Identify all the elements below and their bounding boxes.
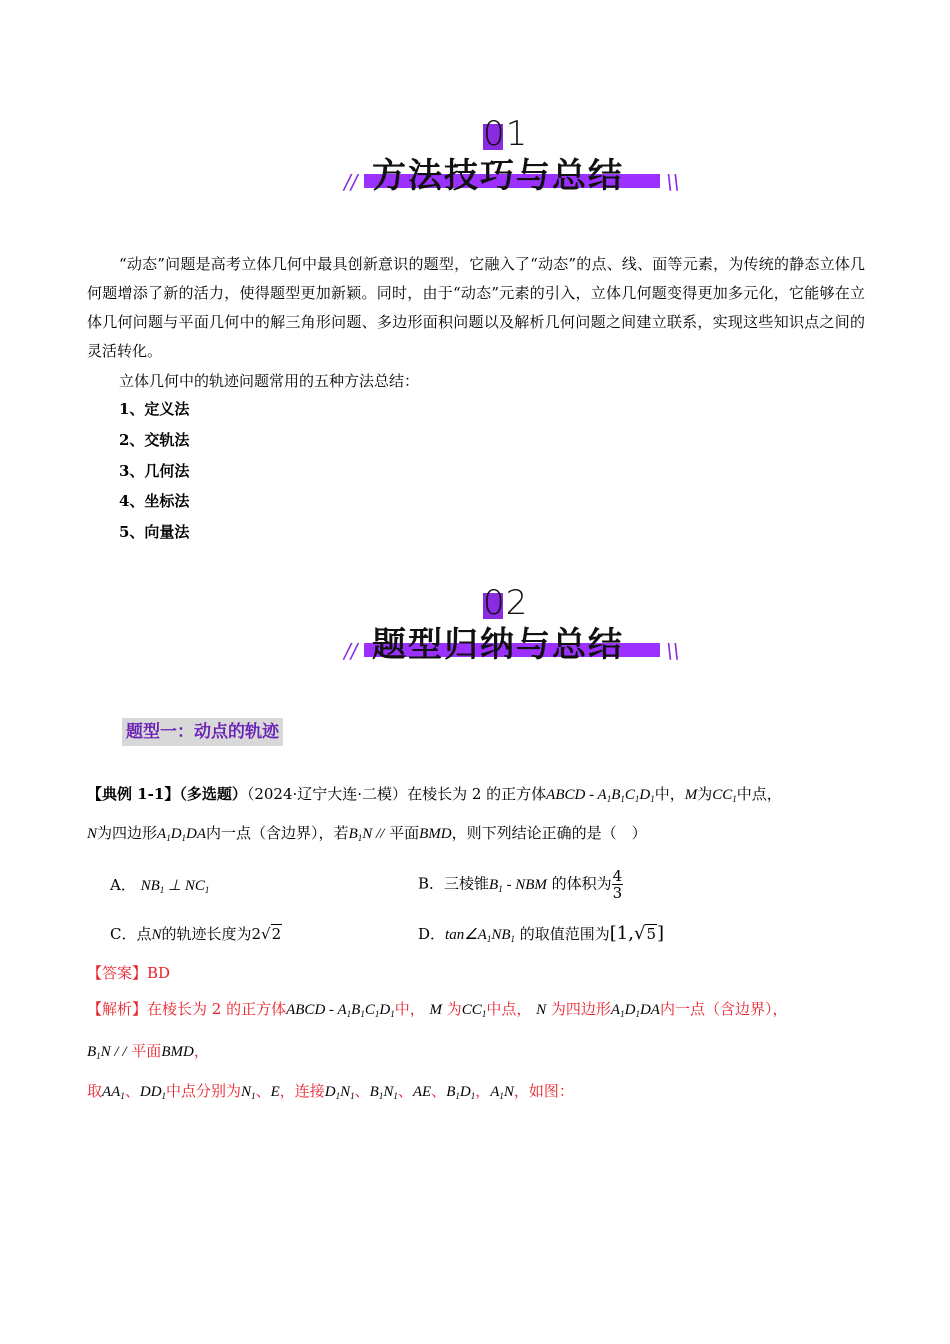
math-pyramid: $B_1$ - NBM	[489, 876, 547, 894]
section-title: 方法技巧与总结	[372, 156, 624, 196]
stem-text: 为	[697, 785, 713, 803]
analysis-label: 【解析】	[87, 1000, 148, 1018]
method-item: 3、几何法	[119, 462, 190, 480]
math-N1: $N_1$	[241, 1084, 256, 1101]
math-A1D1DA: $A_1D_1DA$	[610, 1002, 660, 1019]
option-b	[418, 868, 623, 901]
option-d	[418, 923, 664, 950]
math-BMD: BMD	[161, 1044, 194, 1060]
analysis-text: 中，	[394, 1000, 425, 1018]
math-B1N-parallel: $B_1N$ //	[348, 826, 385, 843]
analysis-sep: 、	[397, 1082, 413, 1100]
math-A1N: $A_1N$	[490, 1084, 514, 1101]
math-B1N1: $B_1N_1$	[369, 1084, 398, 1101]
math-N: N	[87, 826, 98, 842]
example-label: 【典例 1-1】	[87, 785, 180, 803]
analysis-text: 平面	[131, 1042, 162, 1060]
method-item: 5、向量法	[119, 523, 190, 541]
math-cube: ABCD - $A_1B_1C_1D_1$	[286, 1002, 395, 1019]
analysis-text: 取	[87, 1082, 103, 1100]
example-type: （多选题）	[179, 785, 247, 803]
math-DD1: $DD_1$	[139, 1084, 167, 1101]
stem-text: 平面	[389, 824, 420, 842]
math-A1D1DA: $A_1D_1DA$	[157, 826, 207, 843]
category-heading: 题型一：动点的轨迹	[122, 718, 283, 746]
math-cube: ABCD - $A_1B_1C_1D_1$	[546, 787, 655, 804]
option-text: C．点	[110, 925, 152, 943]
slash-decoration-left: //	[344, 170, 358, 194]
math-B1N-parallel: $B_1N$ / /	[87, 1044, 127, 1061]
math-CC1: $CC_1$	[461, 1002, 487, 1019]
analysis-line-2	[87, 1040, 209, 1067]
analysis-line-1	[87, 998, 787, 1025]
slash-decoration-right: \\	[666, 170, 680, 194]
analysis-text: ，连接	[279, 1082, 325, 1100]
analysis-text: ，如图：	[513, 1082, 574, 1100]
math-CC1: $CC_1$	[712, 787, 737, 804]
option-a	[110, 874, 209, 901]
method-item: 1、定义法	[119, 400, 190, 418]
analysis-text: 内一点（含边界），	[659, 1000, 788, 1018]
option-text: 的轨迹长度为	[161, 925, 252, 943]
analysis-sep: 、	[431, 1082, 447, 1100]
method-item: 4、坐标法	[119, 492, 190, 510]
methods-intro: 立体几何中的轨迹问题常用的五种方法总结：	[119, 372, 420, 390]
math-N: N	[151, 927, 162, 943]
section-banner-2	[340, 583, 680, 677]
analysis-text: 在棱长为 2 的正方体	[147, 1000, 287, 1018]
section-title: 题型归纳与总结	[372, 625, 624, 665]
example-stem-line-2	[87, 822, 647, 849]
stem-text: 为四边形	[97, 824, 158, 842]
math-AE: AE	[412, 1084, 432, 1100]
math-fraction-4-3: $\frac{4}{3}$	[612, 867, 623, 902]
slash-decoration-left: //	[344, 639, 358, 663]
slash-decoration-right: \\	[666, 639, 680, 663]
analysis-sep: 、	[354, 1082, 370, 1100]
option-text: 的体积为	[551, 874, 612, 893]
answer-label: 【答案】	[87, 964, 148, 982]
math-M: M	[684, 787, 698, 803]
math-tan-angle: $\tan\angle A_1NB_1$	[445, 927, 515, 944]
math-E: E	[270, 1084, 280, 1100]
answer-value: BD	[147, 964, 171, 982]
answer-line	[87, 962, 170, 984]
math-BMD: BMD	[419, 826, 452, 842]
option-label: A．	[110, 876, 136, 894]
stem-text: 中点，	[736, 785, 782, 803]
analysis-text: 为	[446, 1000, 462, 1018]
intro-paragraph: “动态”问题是高考立体几何中最具创新意识的题型，它融入了“动态”的点、线、面等元素，为传统的静态立体几何题增添了新的活力，使得题型更加新颖。同时，由于“动态”元素的引入，立体几何题变得更加多元化，它能够在立体几何问题与平面几何中的解三角形问题、多边形面积问题以及解析几何问题之间建立联系，实现这些知识点之间的灵活转化。	[87, 255, 865, 360]
section-banner-1	[340, 114, 680, 208]
example-stem-line-1	[87, 783, 782, 810]
math-B1D1: $B_1D_1$	[446, 1084, 476, 1101]
analysis-line-3	[87, 1080, 574, 1107]
section-number: 01	[483, 114, 529, 154]
math-AA1: $AA_1$	[102, 1084, 125, 1101]
method-item: 2、交轨法	[119, 431, 190, 449]
option-label: D．	[418, 925, 446, 943]
math-N: N	[536, 1002, 547, 1018]
stem-text: 中，	[654, 785, 685, 803]
stem-text: ，则下列结论正确的是（ ）	[451, 824, 647, 842]
math-D1N1: $D_1N_1$	[324, 1084, 355, 1101]
option-c	[110, 923, 282, 946]
stem-text: 在棱长为 2 的正方体	[407, 785, 547, 803]
example-source: （2024·辽宁大连·二模）	[246, 785, 408, 803]
option-text: 的取值范围为	[519, 925, 610, 943]
analysis-text: 为四边形	[550, 1000, 611, 1018]
analysis-text: 中点分别为	[166, 1082, 242, 1100]
option-text: B．三棱锥	[418, 874, 490, 893]
analysis-sep: ，	[475, 1082, 491, 1100]
analysis-text: 中点，	[486, 1000, 532, 1018]
math-M: M	[429, 1002, 442, 1018]
math-interval: [1,√5]	[609, 923, 665, 944]
math-2sqrt2: 2√2	[251, 925, 282, 943]
stem-text: 内一点（含边界），若	[206, 824, 349, 842]
analysis-sep: 、	[255, 1082, 271, 1100]
analysis-comma: ，	[193, 1042, 209, 1060]
analysis-sep: 、	[124, 1082, 140, 1100]
section-number: 02	[483, 583, 529, 623]
math-option-a: $NB_1$ ⊥ $NC_1$	[140, 878, 210, 895]
